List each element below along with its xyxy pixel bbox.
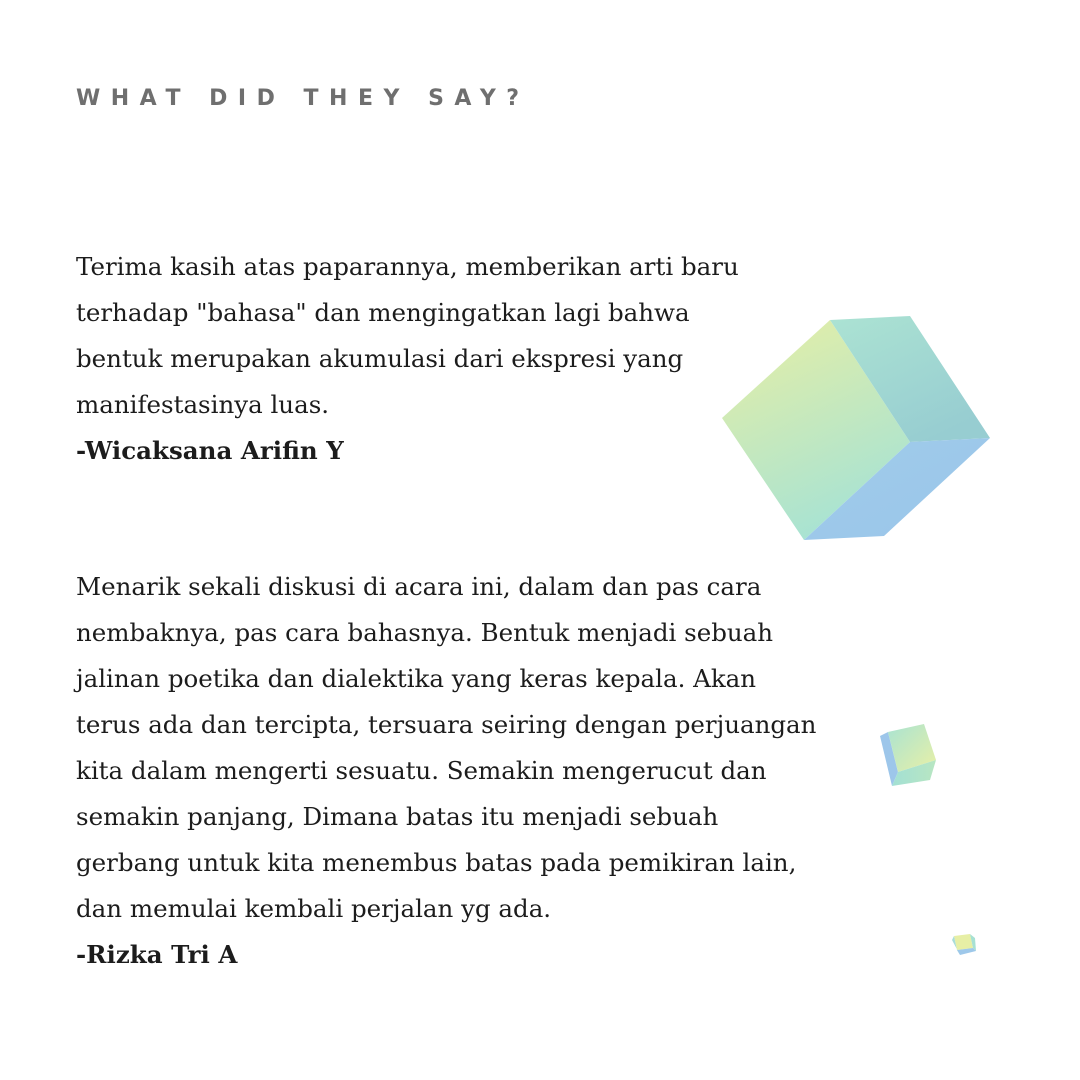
quote-line: dan memulai kembali perjalan yg ada.	[76, 894, 552, 923]
cube-icon	[722, 314, 992, 544]
quote-line: jalinan poetika dan dialektika yang keras kepala. Akan	[76, 664, 757, 693]
quote-line: manifestasinya luas.	[76, 390, 330, 419]
quote-line: Terima kasih atas paparannya, memberikan arti baru	[76, 252, 739, 281]
testimonial-author: -Rizka Tri A	[76, 940, 238, 969]
quote-line: gerbang untuk kita menembus batas pada pemikiran lain,	[76, 848, 797, 877]
quote-line: kita dalam mengerti sesuatu. Semakin mengerucut dan	[76, 756, 767, 785]
quote-line: terus ada dan tercipta, tersuara seiring dengan perjuangan	[76, 710, 817, 739]
testimonial-author: -Wicaksana Arifin Y	[76, 436, 344, 465]
cube-icon	[950, 932, 978, 958]
testimonial-2	[76, 564, 836, 978]
quote-line: nembaknya, pas cara bahasnya. Bentuk menjadi sebuah	[76, 618, 774, 647]
quote-line: bentuk merupakan akumulasi dari ekspresi yang	[76, 344, 684, 373]
section-title: WHAT DID THEY SAY?	[76, 86, 530, 111]
cube-face-top	[954, 934, 973, 950]
quote-line: semakin panjang, Dimana batas itu menjadi sebuah	[76, 802, 719, 831]
quote-line: Menarik sekali diskusi di acara ini, dalam dan pas cara	[76, 572, 762, 601]
cube-icon	[876, 722, 938, 790]
quote-line: terhadap "bahasa" dan mengingatkan lagi bahwa	[76, 298, 690, 327]
testimonial-1	[76, 244, 776, 474]
